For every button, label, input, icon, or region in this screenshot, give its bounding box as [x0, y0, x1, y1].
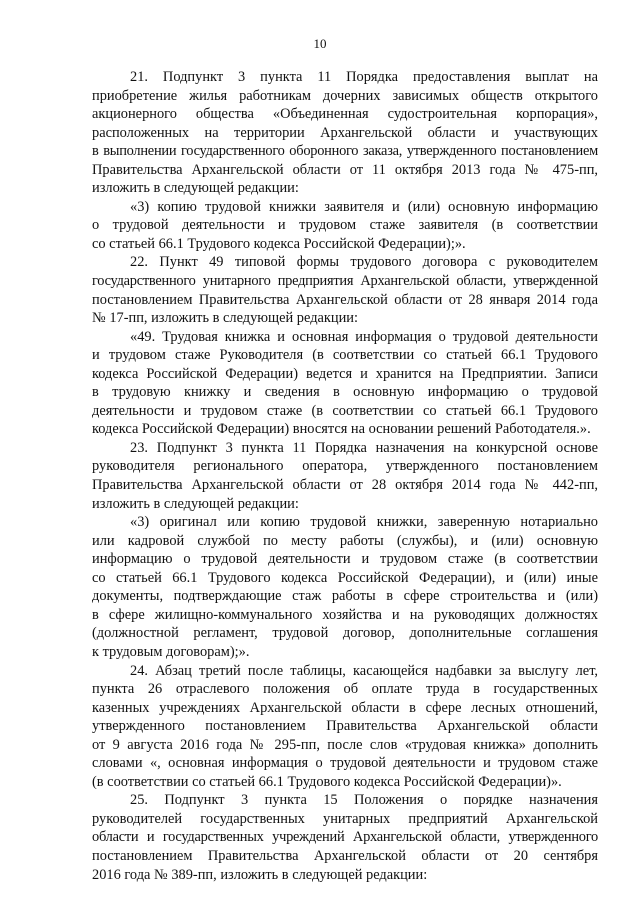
- text-line: и трудовом стаже Руководителя (в соответствии со статьей 66.1 Трудового: [92, 347, 598, 364]
- text-line: или кадровой службой по месту работы (службы), и (или) основную: [92, 532, 598, 549]
- text-line: казенных учреждениях Архангельской области в сфере лесных отношений,: [92, 699, 598, 716]
- text-line: изложить в следующей редакции:: [92, 180, 299, 197]
- text-line: деятельности и трудовом стаже (в соответствии со статьей 66.1 Трудового: [92, 402, 598, 419]
- text-line: кодекса Российской Федерации) вносятся на основании решений Работодателя.».: [92, 421, 591, 438]
- paragraph-first-line: 25. Подпункт 3 пункта 15 Положения о порядке назначения: [130, 792, 598, 809]
- text-line: к трудовым договорам);».: [92, 643, 250, 660]
- text-line: области и государственных учреждений Архангельской области, утвержденного: [92, 829, 598, 846]
- paragraph-first-line: 24. Абзац третий после таблицы, касающейся надбавки за выслугу лет,: [130, 662, 598, 679]
- text-line: пункта 26 отраслевого положения об оплате труда в государственных: [92, 681, 598, 698]
- text-line: руководителей государственных унитарных предприятий Архангельской: [92, 810, 598, 827]
- text-line: 2016 года № 389-пп, изложить в следующей редакции:: [92, 866, 428, 883]
- text-line: Правительства Архангельской области от 28 октября 2014 года № 442-пп,: [92, 477, 598, 494]
- text-line: Правительства Архангельской области от 11 октября 2013 года № 475-пп,: [92, 161, 598, 178]
- text-line: государственного унитарного предприятия Архангельской области, утвержденной: [92, 273, 598, 290]
- text-line: информацию о трудовой деятельности и трудовом стаже (в соответствии: [92, 551, 598, 568]
- text-line: расположенных на территории Архангельской области и участвующих: [92, 124, 598, 141]
- page-number: 10: [313, 36, 327, 51]
- text-line: изложить в следующей редакции:: [92, 495, 299, 512]
- paragraph-first-line: 22. Пункт 49 типовой формы трудового договора с руководителем: [130, 254, 598, 271]
- text-line: приобретение жилья работникам дочерних зависимых обществ открытого: [92, 87, 598, 104]
- text-line: документы, подтверждающие стаж работы в сфере строительства и (или): [92, 588, 598, 605]
- text-line: руководителя регионального оператора, утвержденного постановлением: [92, 458, 598, 475]
- paragraph-first-line: «49. Трудовая книжка и основная информация о трудовой деятельности: [130, 328, 598, 345]
- text-line: (в соответствии со статьей 66.1 Трудового кодекса Российской Федерации)».: [92, 773, 562, 790]
- text-line: № 17-пп, изложить в следующей редакции:: [92, 310, 358, 327]
- text-line: в выполнении государственного оборонного заказа, утвержденного постановлением: [92, 143, 598, 160]
- paragraph-first-line: «3) копию трудовой книжки заявителя и (или) основную информацию: [130, 198, 598, 215]
- text-line: постановлением Правительства Архангельской области от 28 января 2014 года: [92, 291, 598, 308]
- document-body: [92, 68, 598, 884]
- paragraph-first-line: «3) оригинал или копию трудовой книжки, заверенную нотариально: [130, 514, 598, 531]
- text-line: словами «, основная информация о трудовой деятельности и трудовом стаже: [92, 755, 598, 772]
- text-line: постановлением Правительства Архангельской области от 20 сентября: [92, 847, 598, 864]
- text-line: (должностной регламент, трудовой договор, дополнительные соглашения: [92, 625, 598, 642]
- text-line: утвержденного постановлением Правительства Архангельской области: [92, 718, 598, 735]
- text-line: от 9 августа 2016 года № 295-пп, после слов «трудовая книжка» дополнить: [92, 736, 598, 753]
- text-line: со статьей 66.1 Трудового кодекса Российской Федерации), и (или) иные: [92, 569, 598, 586]
- text-line: в сфере жилищно-коммунального хозяйства и на руководящих должностях: [92, 606, 598, 623]
- text-line: кодекса Российской Федерации) ведется и хранится на Предприятии. Записи: [92, 365, 598, 382]
- text-line: акционерного общества «Объединенная судостроительная корпорация»,: [92, 106, 598, 123]
- text-line: о трудовой деятельности и трудовом стаже заявителя (в соответствии: [92, 217, 598, 234]
- paragraph-first-line: 23. Подпункт 3 пункта 11 Порядка назначения на конкурсной основе: [130, 439, 598, 456]
- text-line: в трудовую книжку и сведения в основную информацию о трудовой: [92, 384, 598, 401]
- text-line: со статьей 66.1 Трудового кодекса Российской Федерации);».: [92, 235, 466, 252]
- paragraph-first-line: 21. Подпункт 3 пункта 11 Порядка предоставления выплат на: [130, 69, 598, 85]
